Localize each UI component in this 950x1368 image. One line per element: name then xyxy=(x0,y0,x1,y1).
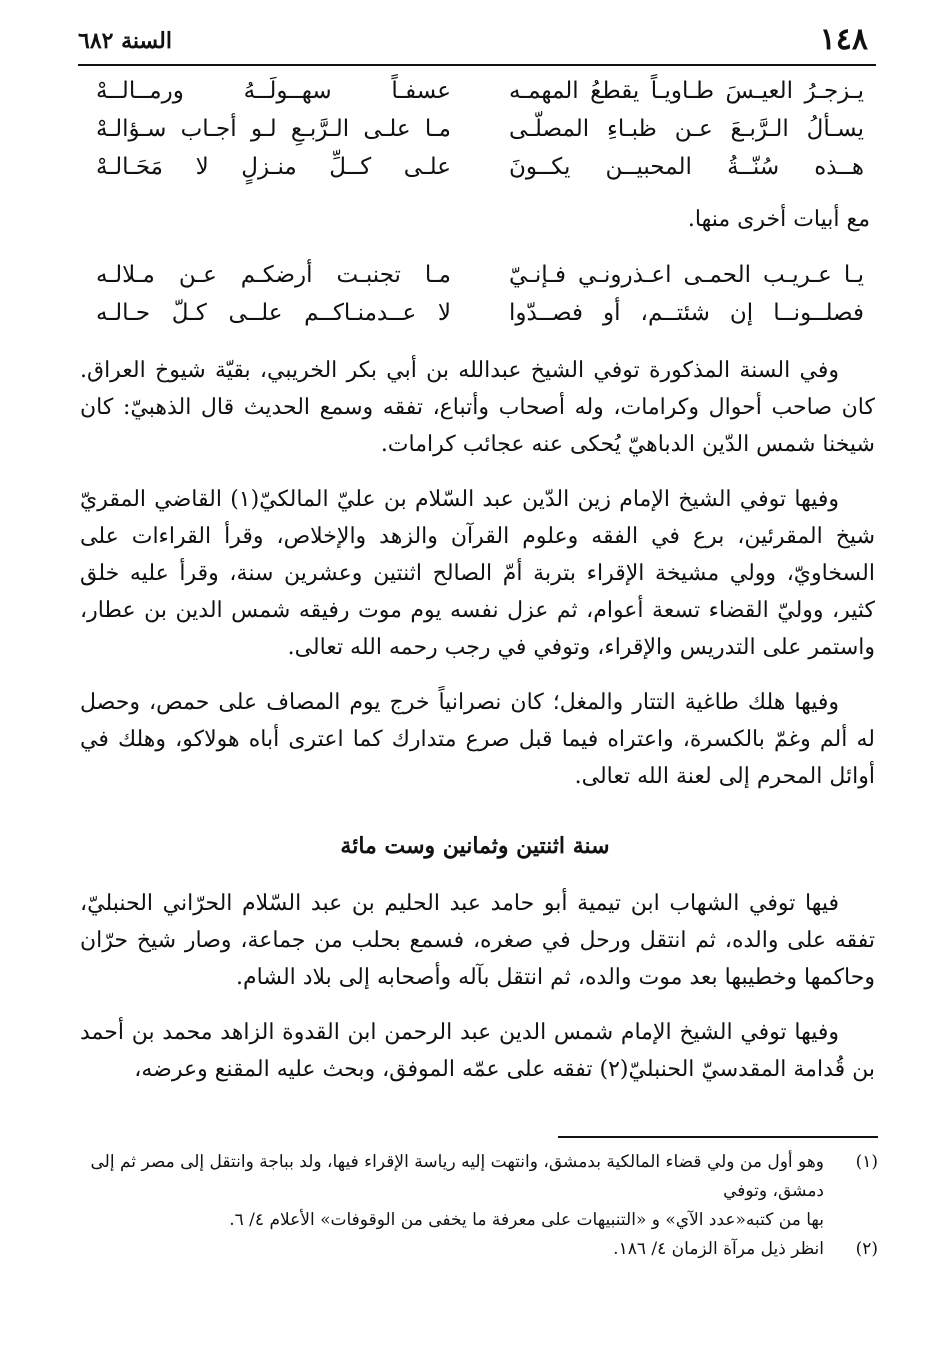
poem-verse xyxy=(78,116,876,154)
running-header-year: السنة ٦٨٢ xyxy=(78,28,172,54)
poem-verse xyxy=(78,154,876,192)
verse-second-hemistich: عسفـاً سهــولَــهُ ورمــالــهْ xyxy=(96,78,451,104)
poem-verse xyxy=(78,78,876,116)
verse-first-hemistich: يـزجـرُ العيـسَ طـاويـاً يقطعُ المهمـه xyxy=(509,78,864,104)
footnote-rule xyxy=(558,1136,878,1138)
body-text-part-1 xyxy=(80,352,875,795)
footnote-marker: (١) xyxy=(855,1152,878,1172)
verse-first-hemistich: يـا عـريـب الحمـى اعـذرونـي فـإنـيّ xyxy=(509,262,864,288)
paragraph: وفي السنة المذكورة توفي الشيخ عبدالله بن أبي بكر الخريبي، بقيّة شيوخ العراق. كان صاحب أحوال وكرامات، وله أصحاب وأتباع، تفقه وسمع الحديث قال الذهبيّ: كان شيخنا شمس الدّين الدباهيّ يُحكى عنه عجائب كرامات. xyxy=(80,358,875,457)
verse-second-hemistich: مـا علـى الـرَّبـعِ لـو أجـاب سـؤالـهْ xyxy=(96,116,451,142)
footnotes xyxy=(68,1148,878,1264)
paragraph: وفيها توفي الشيخ الإمام زين الدّين عبد السّلام بن عليّ المالكيّ(١) القاضي المقريّ شيخ المقرئين، برع في الفقه وعلوم القرآن والزهد والإخلاص، وقرأ القراءات على السخاويّ، وولي مشيخة الإقراء بتربة أمّ الصالح اثنتين وعشرين سنة، وقرأ عليه خلق كثير، ووليّ القضاء تسعة أعوام، ثم عزل نفسه يوم موت رفيقه شمس الدين بن عطار، واستمر على التدريس والإقراء، وتوفي في رجب رحمه الله تعالى. xyxy=(80,487,875,660)
header-rule xyxy=(78,64,876,66)
poem-block-2 xyxy=(78,262,876,338)
footnote-text: انظر ذيل مرآة الزمان ٤/ ١٨٦. xyxy=(613,1239,824,1259)
paragraph: وفيها توفي الشيخ الإمام شمس الدين عبد الرحمن ابن القدوة الزاهد محمد بن أحمد بن قُدامة المقدسيّ الحنبليّ(٢) تفقه على عمّه الموفق، وبحث عليه المقنع وعرضه، xyxy=(80,1020,875,1082)
poem-block-1 xyxy=(78,78,876,192)
footnote xyxy=(68,1235,878,1264)
footnote-continuation: بها من كتبه«عدد الآي» و «التنبيهات على معرفة ما يخفى من الوقوفات» الأعلام ٤/ ٦. xyxy=(229,1210,824,1230)
footnote xyxy=(68,1148,878,1206)
verse-first-hemistich: فصلــونــا إن شئتــم، أو فصــدّوا xyxy=(509,300,864,326)
footnote-text: وهو أول من ولي قضاء المالكية بدمشق، وانتهت إليه رياسة الإقراء فيها، ولد بباجة وانتقل إلى مصر ثم إلى دمشق، وتوفي xyxy=(90,1152,824,1201)
poem-intro-line: مع أبيات أخرى منها. xyxy=(687,207,870,232)
verse-first-hemistich: هــذه سُنّــةُ المحبيــن يكــونَ xyxy=(509,154,864,180)
footnote-marker: (٢) xyxy=(855,1239,878,1259)
verse-second-hemistich: مـا تجنبـت أرضكـم عـن مـلالـه xyxy=(96,262,451,288)
page-number: ١٤٨ xyxy=(819,22,868,57)
paragraph: فيها توفي الشهاب ابن تيمية أبو حامد عبد الحليم بن عبد السّلام الحرّاني الحنبليّ، تفقه على والده، ثم انتقل ورحل في صغره، فسمع بحلب من جماعة، وصار شيخ حرّان وحاكمها وخطيبها بعد موت والده، ثم انتقل بآله وأصحابه إلى بلاد الشام. xyxy=(80,891,875,990)
verse-first-hemistich: يسـألُ الـرَّبـعَ عـن ظبـاءِ المصلّـى xyxy=(509,116,864,142)
poem-verse xyxy=(78,262,876,300)
poem-verse xyxy=(78,300,876,338)
verse-second-hemistich: علـى كــلِّ منـزلٍ لا مَحَـالـهْ xyxy=(96,154,451,180)
section-heading: سنة اثنتين وثمانين وست مائة xyxy=(340,833,610,859)
paragraph: وفيها هلك طاغية التتار والمغل؛ كان نصرانياً خرج يوم المصاف على حمص، وحصل له ألم وغمّ بالكسرة، واعتراه فيما قبل صرع متدارك كما اعترى أباه هولاكو، وهلك في أوائل المحرم إلى لعنة الله تعالى. xyxy=(80,690,875,789)
body-text-part-2 xyxy=(80,885,875,1088)
verse-second-hemistich: لا عــدمنـاكــم علــى كـلّ حـالـه xyxy=(96,300,451,326)
